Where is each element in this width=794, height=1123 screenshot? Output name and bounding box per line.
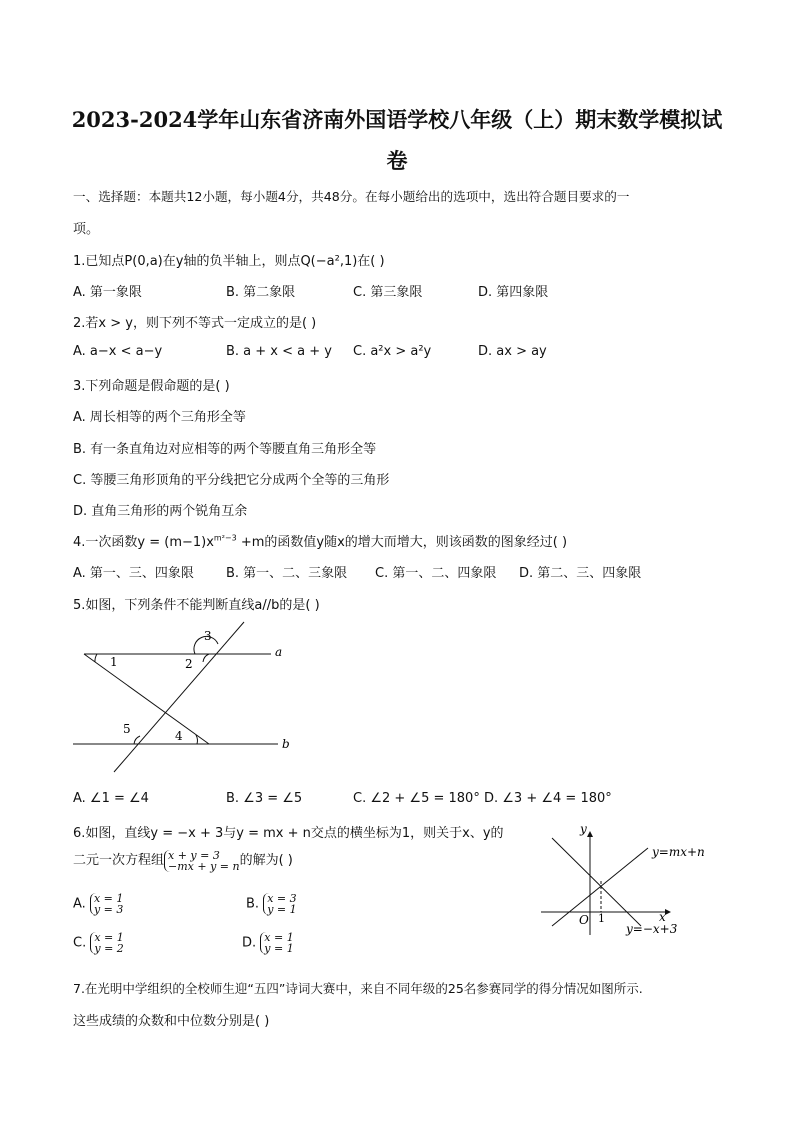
transversal-2 xyxy=(114,622,244,772)
q1-option-b: B. 第二象限 xyxy=(226,285,296,300)
q2-option-c: C. a²x > a²y xyxy=(353,344,432,359)
q6-option-c-label: C. xyxy=(73,935,87,951)
label-origin: O xyxy=(579,913,589,927)
q6-option-a-eq2: y = 3 xyxy=(93,903,124,916)
label-angle-1: 1 xyxy=(110,655,118,669)
q3-option-b: B. 有一条直角边对应相等的两个等腰直角三角形全等 xyxy=(73,442,377,457)
q6-stem2-post: 的解为( ) xyxy=(239,853,293,868)
q2-option-d: D. ax > ay xyxy=(478,344,547,359)
q6-option-a-system xyxy=(90,893,123,915)
q4-stem-post: +m的函数值y随x的增大而增大，则该函数的图象经过( ) xyxy=(236,535,568,550)
q6-option-d-eq1: x = 1 xyxy=(264,931,294,944)
q6-option-d-system xyxy=(260,932,293,954)
label-line-neg-x-3: y=−x+3 xyxy=(626,922,678,936)
q1-option-a: A. 第一象限 xyxy=(73,285,142,300)
q4-option-c: C. 第一、二、四象限 xyxy=(375,566,497,581)
label-angle-4: 4 xyxy=(175,729,183,743)
angle-2-arc xyxy=(203,654,209,662)
q6-option-d-label: D. xyxy=(242,935,257,951)
q6-option-a-label: A. xyxy=(73,896,86,912)
label-angle-2: 2 xyxy=(185,657,193,671)
q5-option-c: C. ∠2 + ∠5 = 180° xyxy=(353,791,480,806)
label-y-axis: y xyxy=(580,822,587,836)
q6-option-a xyxy=(73,893,123,915)
q2-option-a: A. a−x < a−y xyxy=(73,344,163,359)
angle-1-arc xyxy=(95,654,97,662)
section-heading: 一、选择题：本题共12小题，每小题4分，共48分。在每小题给出的选项中，选出符合题目要求的一 xyxy=(73,189,630,204)
line-neg-x-plus-3 xyxy=(552,838,641,926)
q6-option-b-label: B. xyxy=(246,896,260,912)
q6-option-a-eq1: x = 1 xyxy=(93,892,124,905)
section-heading-cont: 项。 xyxy=(73,222,100,237)
q6-option-c xyxy=(73,932,124,954)
q4-option-b: B. 第一、二、三象限 xyxy=(226,566,348,581)
q6-option-d-eq2: y = 1 xyxy=(264,942,294,955)
question-6-stem-line2 xyxy=(73,849,293,872)
q6-option-b-eq1: x = 3 xyxy=(267,892,297,905)
label-line-mx-n: y=mx+n xyxy=(652,845,705,859)
q4-option-d: D. 第二、三、四象限 xyxy=(519,566,642,581)
q6-stem2-pre: 二元一次方程组 xyxy=(73,853,165,868)
q6-system-eq2: −mx + y = n xyxy=(168,859,240,873)
q6-equation-system xyxy=(164,850,240,872)
q1-option-c: C. 第三象限 xyxy=(353,285,423,300)
q1-option-d: D. 第四象限 xyxy=(478,285,549,300)
label-line-b: b xyxy=(282,737,290,751)
q6-option-c-system xyxy=(90,932,123,954)
q4-option-a: A. 第一、三、四象限 xyxy=(73,566,194,581)
label-tick-1: 1 xyxy=(598,912,605,925)
q3-option-c: C. 等腰三角形顶角的平分线把它分成两个全等的三角形 xyxy=(73,473,390,488)
label-line-a: a xyxy=(275,645,283,659)
q6-option-d xyxy=(242,932,294,954)
label-angle-3: 3 xyxy=(204,629,212,643)
q6-option-c-eq1: x = 1 xyxy=(94,931,124,944)
q5-option-b: B. ∠3 = ∠5 xyxy=(226,791,303,806)
exam-title-line1: 2023-2024学年山东省济南外国语学校八年级（上）期末数学模拟试 xyxy=(71,107,723,132)
label-angle-5: 5 xyxy=(123,722,131,736)
q6-function-graph xyxy=(535,820,730,945)
q6-option-b-eq2: y = 1 xyxy=(267,903,297,916)
question-5-stem: 5.如图，下列条件不能判断直线a//b的是( ) xyxy=(73,598,320,613)
question-6-stem-line1: 6.如图，直线y = −x + 3与y = mx + n交点的横坐标为1，则关于x、y的 xyxy=(73,826,504,841)
q6-option-c-eq2: y = 2 xyxy=(94,942,124,955)
q3-option-d: D. 直角三角形的两个锐角互余 xyxy=(73,504,248,519)
question-3-stem: 3.下列命题是假命题的是( ) xyxy=(73,379,230,394)
q5-option-d: D. ∠3 + ∠4 = 180° xyxy=(484,791,612,806)
q4-exponent: m²−3 xyxy=(213,533,237,543)
question-4-stem xyxy=(73,531,567,550)
q5-parallel-lines-figure xyxy=(66,616,306,778)
question-1-stem: 1.已知点P(0,a)在y轴的负半轴上，则点Q(−a²,1)在( ) xyxy=(73,254,385,269)
exam-title-line2: 卷 xyxy=(386,148,408,173)
q6-option-b-system xyxy=(263,893,296,915)
q6-option-b xyxy=(246,893,297,915)
q4-stem-pre: 4.一次函数y = (m−1)x xyxy=(73,535,214,550)
q3-option-a: A. 周长相等的两个三角形全等 xyxy=(73,410,246,425)
question-7-stem-line2: 这些成绩的众数和中位数分别是( ) xyxy=(73,1014,270,1029)
question-2-stem: 2.若x > y，则下列不等式一定成立的是( ) xyxy=(73,316,317,331)
q6-system-eq1: x + y = 3 xyxy=(168,848,220,862)
q2-option-b: B. a + x < a + y xyxy=(226,344,332,359)
label-x-axis: x xyxy=(659,910,666,924)
q5-option-a: A. ∠1 = ∠4 xyxy=(73,791,149,806)
angle-4-arc xyxy=(196,735,197,744)
question-7-stem-line1: 7.在光明中学组织的全校师生迎“五四”诗词大赛中，来自不同年级的25名参赛同学的得分情况如图所示. xyxy=(73,981,643,996)
